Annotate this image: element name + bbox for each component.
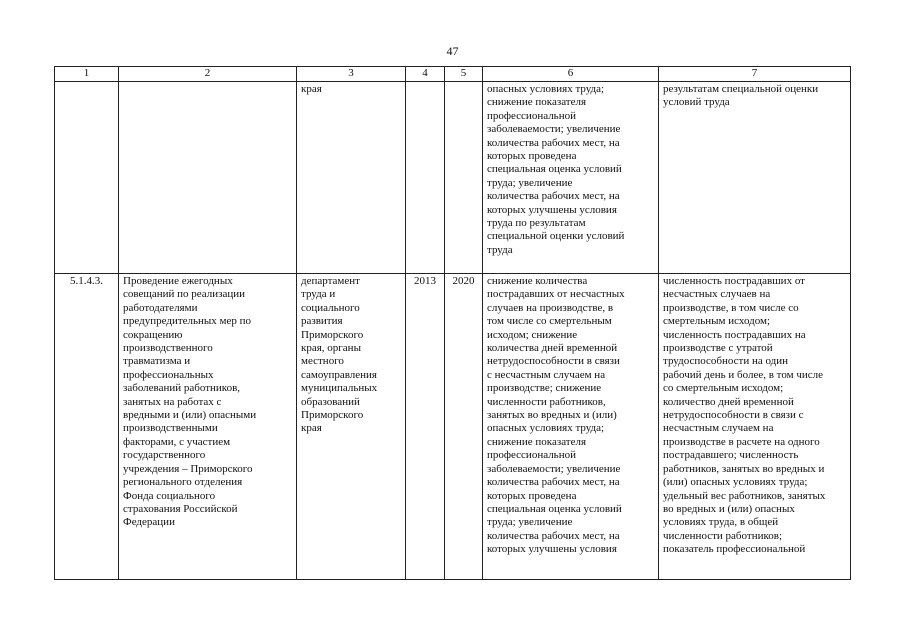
indicator-cell: численность пострадавших от несчастных случаев на производстве, в том числе со смертельным исходом; численность пострадавших на производстве с утратой трудоспособности на один рабочий день и более, в том числе со смертельным исходом; количество дней временной нетрудоспособности в связи с несчастным случаем на производстве в расчете на одного пострадавшего; численность работников, занятых во вредных и (или) опасных условиях труда; удельный вес работников, занятых во вредных и (или) опасных условиях труда, в общей численности работников; показатель профессиональной — [659, 274, 851, 580]
table-row — [55, 274, 851, 580]
column-header-7: 7 — [659, 67, 851, 82]
end-year-cell — [445, 82, 483, 274]
executor-cell: края — [297, 82, 406, 274]
event-cell — [119, 82, 297, 274]
expected-result-cell: снижение количества пострадавших от несчастных случаев на производстве, в том числе со смертельным исходом; снижение количества дней временной нетрудоспособности в связи с несчастным случаем на производстве; снижение численности работников, занятых во вредных и (или) опасных условиях труда; снижение показателя профессиональной заболеваемости; увеличение количества рабочих мест, на которых проведена специальная оценка условий труда; увеличение количества рабочих мест, на которых улучшены условия — [483, 274, 659, 580]
column-number-row — [55, 67, 851, 82]
executor-cell: департамент труда и социального развития Приморского края, органы местного самоуправления муниципальных образований Приморского края — [297, 274, 406, 580]
indicator-cell: результатам специальной оценки условий труда — [659, 82, 851, 274]
end-year-cell: 2020 — [445, 274, 483, 580]
start-year-cell — [406, 82, 445, 274]
page-number: 47 — [446, 44, 459, 58]
item-number-cell: 5.1.4.3. — [55, 274, 119, 580]
start-year-cell: 2013 — [406, 274, 445, 580]
column-header-2: 2 — [119, 67, 297, 82]
expected-result-cell: опасных условиях труда; снижение показателя профессиональной заболеваемости; увеличение количества рабочих мест, на которых проведена специальная оценка условий труда; увеличение количества рабочих мест, на которых улучшены условия труда по результатам специальной оценки условий труда — [483, 82, 659, 274]
table-row — [55, 82, 851, 274]
event-cell: Проведение ежегодных совещаний по реализации работодателями предупредительных мер по сокращению производственного травматизма и профессиональных заболеваний работников, занятых на работах с вредными и (или) опасными производственными факторами, с участием государственного учреждения – Приморского регионального отделения Фонда социального страхования Российской Федерации — [119, 274, 297, 580]
column-header-3: 3 — [297, 67, 406, 82]
item-number-cell — [55, 82, 119, 274]
column-header-6: 6 — [483, 67, 659, 82]
column-header-1: 1 — [55, 67, 119, 82]
measures-table — [54, 66, 851, 580]
column-header-5: 5 — [445, 67, 483, 82]
column-header-4: 4 — [406, 67, 445, 82]
